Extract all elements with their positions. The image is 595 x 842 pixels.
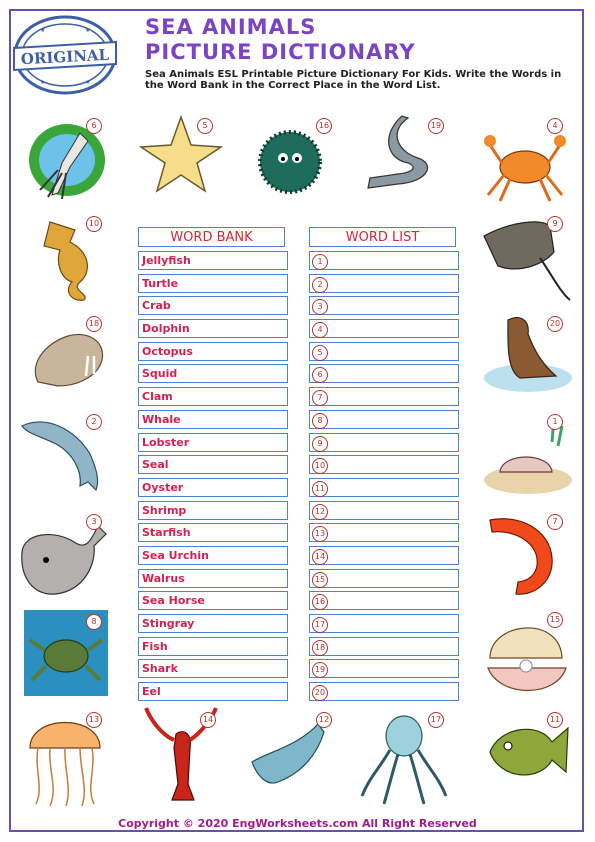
word-list-number: 9 [312,436,328,452]
word-bank-item: Shrimp [138,501,288,520]
word-list-number: 2 [312,277,328,293]
word-list-number: 15 [312,572,328,588]
svg-text:★: ★ [40,79,46,86]
squid-number: 6 [86,118,102,134]
word-list-number: 10 [312,458,328,474]
word-list-blank[interactable] [309,659,459,678]
octopus-number: 17 [428,712,444,728]
word-list-number: 17 [312,617,328,633]
word-bank-item: Dolphin [138,319,288,338]
word-list-blank[interactable] [309,364,459,383]
word-list-header: WORD LIST [309,227,456,247]
word-list-number: 8 [312,413,328,429]
word-list-blank[interactable] [309,682,459,701]
word-bank-item: Crab [138,296,288,315]
word-list-number: 18 [312,640,328,656]
eel-number: 19 [428,118,444,134]
dolphin-number: 2 [86,414,102,430]
stamp-text: ORIGINAL [20,45,110,69]
starfish-number: 5 [197,118,213,134]
word-list-blank[interactable] [309,614,459,633]
word-list-number: 11 [312,481,328,497]
word-list-blank[interactable] [309,342,459,361]
clam-number: 1 [547,414,563,430]
word-list-blank[interactable] [309,523,459,542]
word-list-blank[interactable] [309,546,459,565]
stingray-number: 9 [547,216,563,232]
word-bank-item: Walrus [138,569,288,588]
word-list-blank[interactable] [309,251,459,270]
word-bank-item: Starfish [138,523,288,542]
word-list-blank[interactable] [309,478,459,497]
word-list-blank[interactable] [309,410,459,429]
word-list-blank[interactable] [309,319,459,338]
page-title-line1: SEA ANIMALS [145,15,317,39]
svg-text:★: ★ [40,27,46,34]
word-list-blank[interactable] [309,296,459,315]
word-bank-item: Octopus [138,342,288,361]
word-bank-item: Stingray [138,614,288,633]
sea-urchin-number: 16 [316,118,332,134]
word-list-number: 20 [312,685,328,701]
svg-text:★: ★ [85,79,91,86]
original-stamp-logo [10,12,120,98]
word-list-blank[interactable] [309,569,459,588]
word-bank-item: Sea Urchin [138,546,288,565]
footer-copyright: Copyright © 2020 EngWorksheets.com All Right Reserved [118,817,477,830]
word-list [309,251,459,705]
word-list-number: 4 [312,322,328,338]
word-bank-item: Seal [138,455,288,474]
oyster-number: 15 [547,612,563,628]
walrus-number: 18 [86,316,102,332]
word-list-number: 1 [312,254,328,270]
shark-number: 12 [316,712,332,728]
word-list-number: 6 [312,367,328,383]
crab-number: 4 [547,118,563,134]
page-title-line2: PICTURE DICTIONARY [145,40,416,64]
word-list-blank[interactable] [309,433,459,452]
word-list-number: 3 [312,299,328,315]
word-bank-item: Oyster [138,478,288,497]
word-list-number: 14 [312,549,328,565]
word-list-number: 12 [312,504,328,520]
word-list-blank[interactable] [309,591,459,610]
word-list-number: 19 [312,662,328,678]
word-bank-item: Jellyfish [138,251,288,270]
word-list-number: 16 [312,594,328,610]
word-list-blank[interactable] [309,455,459,474]
word-bank-item: Shark [138,659,288,678]
svg-text:★: ★ [85,27,91,34]
seal-number: 20 [547,316,563,332]
word-bank-item: Fish [138,637,288,656]
word-list-blank[interactable] [309,387,459,406]
word-bank-header: WORD BANK [138,227,285,247]
sea-horse-number: 10 [86,216,102,232]
word-bank-item: Eel [138,682,288,701]
word-list-number: 7 [312,390,328,406]
whale-number: 3 [86,514,102,530]
word-list-number: 13 [312,526,328,542]
instructions: Sea Animals ESL Printable Picture Dictionary For Kids. Write the Words in the Word Bank in the Correct Place in the Word List. [145,69,562,91]
word-list-number: 5 [312,345,328,361]
lobster-number: 14 [200,712,216,728]
word-list-blank[interactable] [309,274,459,293]
word-bank-item: Lobster [138,433,288,452]
word-bank-item: Whale [138,410,288,429]
word-list-blank[interactable] [309,637,459,656]
jellyfish-number: 13 [86,712,102,728]
turtle-number: 8 [86,614,102,630]
word-list-blank[interactable] [309,501,459,520]
word-bank-item: Sea Horse [138,591,288,610]
fish-number: 11 [547,712,563,728]
shrimp-number: 7 [547,514,563,530]
word-bank-item: Squid [138,364,288,383]
word-bank [138,251,288,705]
word-bank-item: Turtle [138,274,288,293]
word-bank-item: Clam [138,387,288,406]
